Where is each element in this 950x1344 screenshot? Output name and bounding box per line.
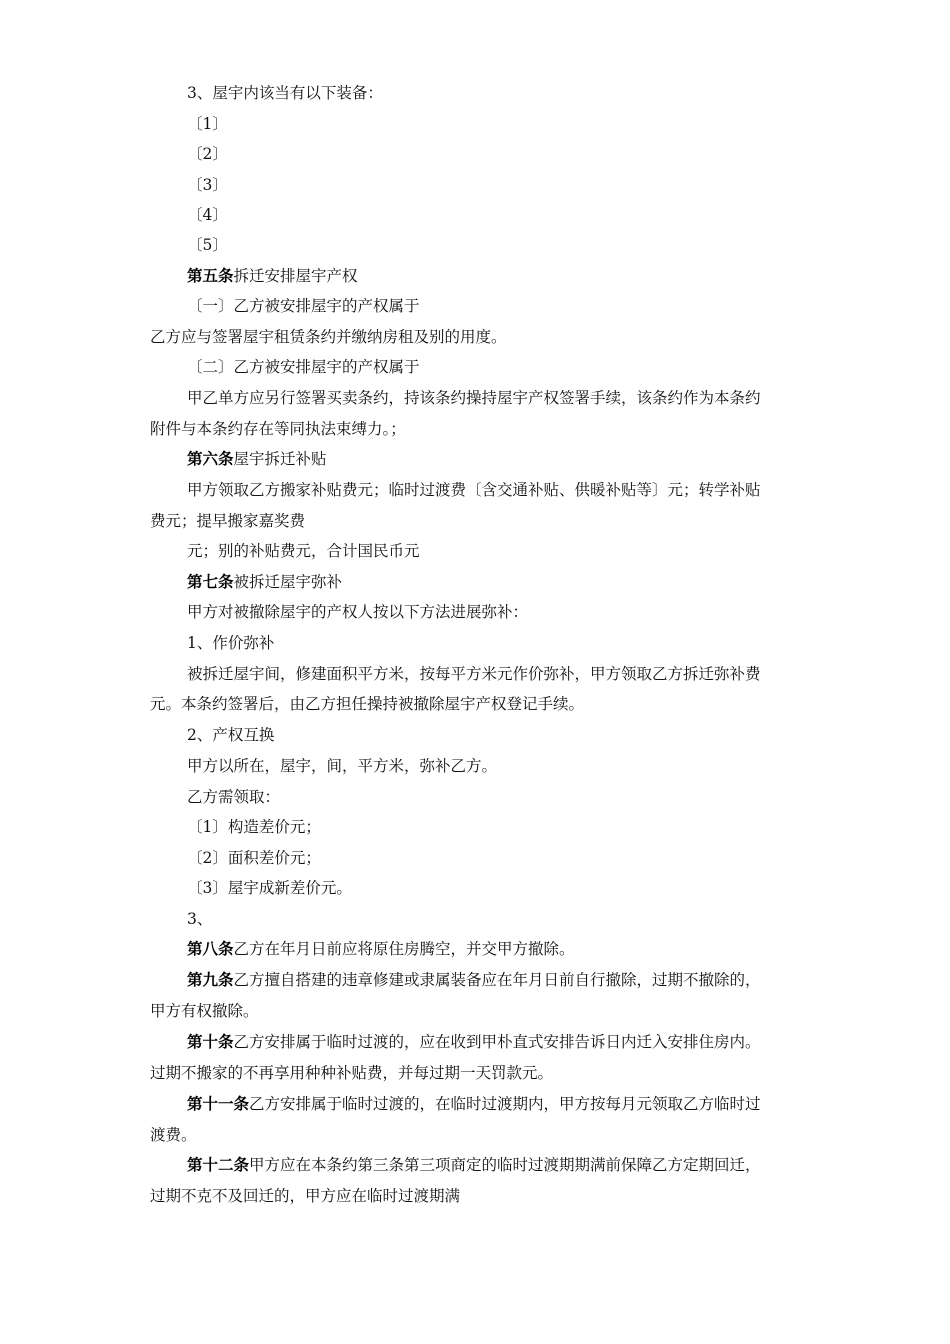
text-line: 〔2〕 <box>187 145 228 163</box>
article-heading: 第五条拆迁安排屋宇产权 <box>187 267 358 285</box>
text-line: 费元；提早搬家嘉奖费 <box>150 512 306 530</box>
text-line: 〔1〕 <box>187 115 228 133</box>
text-line: 过期不克不及回迁的，甲方应在临时过渡期满 <box>150 1187 461 1205</box>
text-line: 〔4〕 <box>187 206 228 224</box>
text-line: 过期不搬家的不再享用种种补贴费，并每过期一天罚款元。 <box>150 1064 554 1082</box>
text-line: 渡费。 <box>150 1126 197 1144</box>
text-line: 元；别的补贴费元，合计国民币元 <box>187 542 420 560</box>
text-line: 3、 <box>187 910 213 928</box>
article-heading: 第九条乙方擅自搭建的违章修建或隶属装备应在年月日前自行撤除，过期不撤除的， <box>187 971 761 989</box>
article-number: 第十一条 <box>187 1095 250 1113</box>
article-number: 第十二条 <box>187 1156 250 1174</box>
text-line: 乙方需领取： <box>187 788 281 806</box>
article-number: 第八条 <box>187 940 234 958</box>
article-heading: 第六条屋宇拆迁补贴 <box>187 450 327 468</box>
article-heading: 第十一条乙方安排属于临时过渡的，在临时过渡期内，甲方按每月元领取乙方临时过 <box>187 1095 761 1113</box>
text-line: 〔一〕乙方被安排屋宇的产权属于 <box>187 297 420 315</box>
text-line: 2、产权互换 <box>187 726 275 744</box>
article-heading: 第十条乙方安排属于临时过渡的，应在收到甲朴直式安排告诉日内迁入安排住房内。 <box>187 1033 761 1051</box>
text-line: 〔5〕 <box>187 236 228 254</box>
article-heading: 第七条被拆迁屋宇弥补 <box>187 573 343 591</box>
article-number: 第九条 <box>187 971 234 989</box>
text-line: 甲方以所在，屋宇，间，平方米，弥补乙方。 <box>187 757 498 775</box>
text-line: 甲方对被撤除屋宇的产权人按以下方法进展弥补： <box>187 603 529 621</box>
text-line: 甲方领取乙方搬家补贴费元；临时过渡费〔含交通补贴、供暖补贴等〕元；转学补贴 <box>187 481 761 499</box>
article-heading: 第十二条甲方应在本条约第三条第三项商定的临时过渡期期满前保障乙方定期回迁， <box>187 1156 761 1174</box>
text-line: 〔二〕乙方被安排屋宇的产权属于 <box>187 358 420 376</box>
text-line: 附件与本条约存在等同执法束缚力。； <box>150 420 406 438</box>
text-line: 甲方有权撤除。 <box>150 1002 259 1020</box>
text-line: 〔2〕面积差价元； <box>187 849 321 867</box>
text-line: 〔1〕构造差价元； <box>187 818 321 836</box>
article-number: 第十条 <box>187 1033 234 1051</box>
text-line: 甲乙单方应另行签署买卖条约，持该条约操持屋宇产权签署手续，该条约作为本条约 <box>187 389 761 407</box>
text-line: 3、屋宇内该当有以下装备： <box>187 84 383 102</box>
text-line: 被拆迁屋宇间，修建面积平方米，按每平方米元作价弥补，甲方领取乙方拆迁弥补费 <box>187 665 761 683</box>
article-heading: 第八条乙方在年月日前应将原住房腾空，并交甲方撤除。 <box>187 940 575 958</box>
text-line: 1、作价弥补 <box>187 634 275 652</box>
article-number: 第五条 <box>187 267 234 285</box>
text-line: 〔3〕屋宇成新差价元。 <box>187 879 352 897</box>
article-number: 第六条 <box>187 450 234 468</box>
text-line: 乙方应与签署屋宇租赁条约并缴纳房租及别的用度。 <box>150 328 507 346</box>
text-line: 元。本条约签署后，由乙方担任操持被撤除屋宇产权登记手续。 <box>150 695 585 713</box>
article-number: 第七条 <box>187 573 234 591</box>
text-line: 〔3〕 <box>187 176 228 194</box>
